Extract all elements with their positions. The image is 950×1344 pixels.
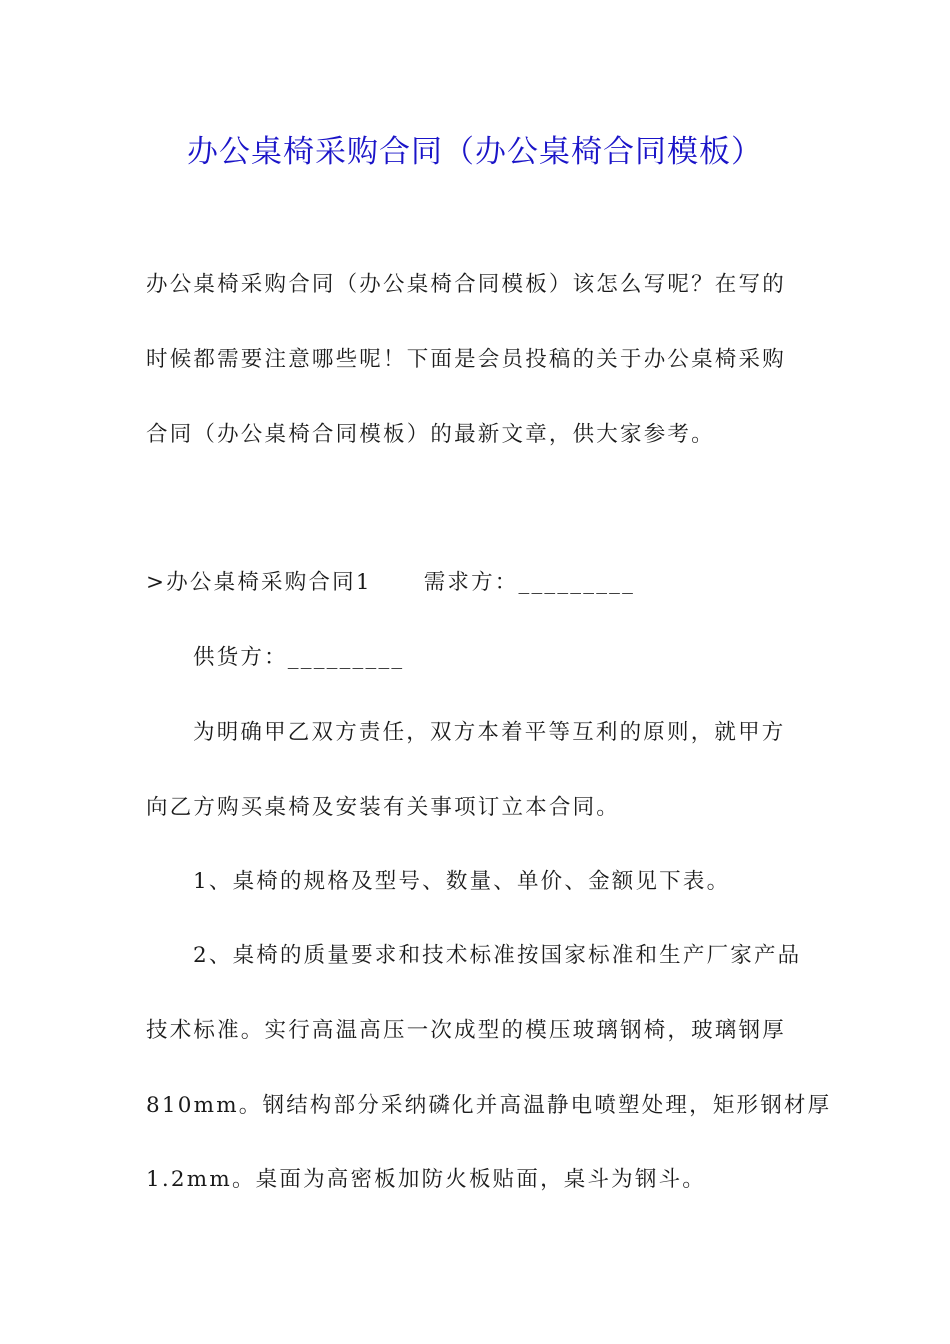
intro-line-3: 合同（办公桌椅合同模板）的最新文章，供大家参考。: [146, 422, 715, 447]
demand-party: 需求方：_________: [423, 570, 636, 595]
body-line-6: 810mm。钢结构部分采纳磷化并高温静电喷塑处理，矩形钢材厚: [146, 1093, 832, 1118]
body-line-7: 1.2mm。桌面为高密板加防火板贴面，桌斗为钢斗。: [146, 1167, 706, 1192]
body-line-2: 向乙方购买桌椅及安装有关事项订立本合同。: [146, 795, 621, 820]
section-heading: >办公桌椅采购合同1: [146, 570, 372, 595]
supplier-party: 供货方：_________: [193, 645, 405, 670]
intro-line-2: 时候都需要注意哪些呢！下面是会员投稿的关于办公桌椅采购: [146, 347, 786, 372]
document-title: 办公桌椅采购合同（办公桌椅合同模板）: [187, 134, 763, 170]
intro-line-1: 办公桌椅采购合同（办公桌椅合同模板）该怎么写呢？在写的: [146, 272, 786, 297]
body-line-1: 为明确甲乙双方责任，双方本着平等互利的原则，就甲方: [193, 720, 786, 745]
body-line-3: 1、桌椅的规格及型号、数量、单价、金额见下表。: [193, 869, 731, 894]
body-line-4: 2、桌椅的质量要求和技术标准按国家标准和生产厂家产品: [193, 943, 802, 968]
body-line-5: 技术标准。实行高温高压一次成型的模压玻璃钢椅，玻璃钢厚: [146, 1018, 786, 1043]
contract-header-line: [146, 567, 816, 599]
